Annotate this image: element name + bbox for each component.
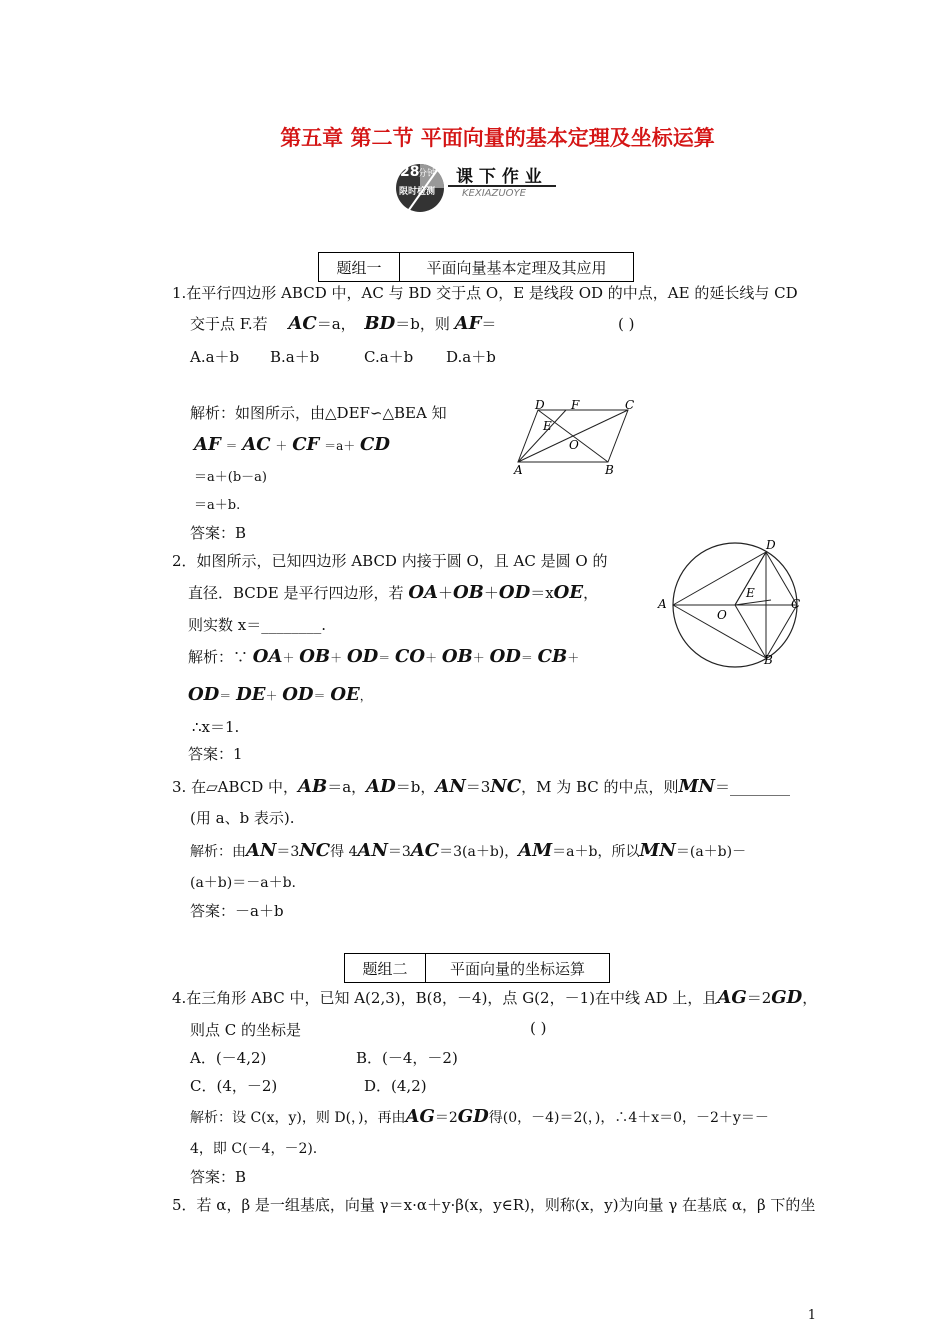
- op: ，: [359, 689, 372, 703]
- vec: OA: [252, 646, 283, 667]
- vec: AN: [435, 776, 466, 797]
- vec: CO: [395, 646, 426, 667]
- group2-label: 题组二: [345, 954, 426, 982]
- q3-text: ＝a＋b，所以: [552, 844, 640, 860]
- q5-line1: 5．若 α，β 是一组基底，向量 γ＝x·α＋y·β(x，y∈R)，则称(x，y)为向量 γ 在基底 α，β 下的坐: [172, 1196, 816, 1214]
- q1-text: ＝: [481, 315, 497, 333]
- vec: AB: [298, 776, 328, 797]
- fig1-label-e: E: [543, 419, 552, 433]
- q2-line1: 2．如图所示，已知四边形 ABCD 内接于圆 O，且 AC 是圆 O 的: [172, 552, 608, 570]
- q1-vec-ac: AC: [288, 313, 317, 334]
- q1-step2: ＝a＋b.: [194, 498, 241, 513]
- vec: AC: [242, 434, 271, 455]
- banner-sub: 限时检测: [399, 187, 436, 197]
- op: ＝: [378, 651, 391, 665]
- q2-text: 解析：∵: [188, 648, 249, 666]
- fig1-label-o: O: [569, 438, 579, 452]
- op: ＋: [275, 439, 288, 453]
- banner: [396, 158, 566, 218]
- op: ＋: [425, 651, 438, 665]
- fig1-label-b: B: [605, 463, 614, 477]
- q2-line3: 则实数 x＝________.: [188, 616, 326, 634]
- q1-vec-af: AF: [454, 313, 482, 334]
- op: ＝x: [530, 584, 554, 602]
- fig2-label-d: D: [766, 538, 776, 552]
- q4-text: ，: [802, 989, 818, 1007]
- q3-text: ＝________: [714, 778, 790, 796]
- q1-text: 交于点 F.若: [190, 315, 268, 333]
- q1-option-d: D.a＋b: [446, 348, 496, 366]
- q4-line2: 则点 C 的坐标是: [190, 1021, 302, 1039]
- vec: OD: [282, 684, 314, 705]
- q4-line1: [172, 987, 817, 1008]
- q2-analysis-1: [188, 646, 579, 667]
- vec: OB: [452, 582, 484, 603]
- fig1-label-a: A: [514, 463, 523, 477]
- q1-analysis: 解析：如图所示，由△DEF∽△BEA 知: [190, 404, 447, 422]
- q3-text: 3. 在▱ABCD 中，: [172, 778, 299, 796]
- q3-line1: [172, 776, 790, 797]
- vec: OB: [299, 646, 331, 667]
- vec: CD: [360, 434, 390, 455]
- q4-option-c: C．(4，－2): [190, 1077, 278, 1095]
- group2-box: [344, 953, 610, 983]
- vec: AD: [366, 776, 396, 797]
- q2-analysis-2: [188, 684, 372, 705]
- fig1-label-c: C: [625, 400, 635, 412]
- banner-ke: 课 下 作 业: [456, 167, 542, 187]
- q1-line2: [190, 313, 496, 334]
- q3-analysis-2: (a＋b)＝－a＋b.: [190, 875, 296, 891]
- q4-text: 4.在三角形 ABC 中，已知 A(2,3)，B(8，－4)，点 G(2，－1)在中线 AD 上，且: [172, 989, 718, 1007]
- vec: GD: [457, 1106, 489, 1127]
- vec: CB: [537, 646, 568, 667]
- q4-paren: ( ): [530, 1019, 547, 1037]
- q3-text: ，M 为 BC 的中点，则: [521, 778, 679, 796]
- vec: AC: [410, 840, 440, 861]
- q1-option-a: A.a＋b: [190, 348, 240, 366]
- q3-text: ＝3(a＋b)，: [439, 844, 519, 860]
- op: ＋: [437, 584, 453, 602]
- vec: OD: [498, 582, 531, 603]
- vec: AG: [717, 987, 747, 1008]
- q2-line2: [188, 582, 598, 603]
- q2-so: ∴x＝1.: [192, 718, 240, 736]
- page-title: 第五章 第二节 平面向量的基本定理及坐标运算: [280, 126, 715, 150]
- q4-option-d: D．(4,2): [364, 1077, 427, 1095]
- vec: CF: [292, 434, 320, 455]
- fig2-label-o: O: [717, 608, 727, 622]
- q4-option-b: B．(－4，－2): [356, 1049, 458, 1067]
- vec: OA: [408, 582, 438, 603]
- q3-text: ＝(a＋b)－: [675, 844, 747, 860]
- group1-box: [318, 252, 634, 282]
- fig1-label-d: D: [535, 400, 545, 412]
- q3-text: ＝a，: [327, 778, 367, 796]
- q3-text: 解析：由: [190, 844, 246, 860]
- vec: NC: [490, 776, 522, 797]
- fig2-label-e: E: [746, 586, 755, 600]
- vec: AF: [194, 434, 221, 455]
- vec: OB: [441, 646, 473, 667]
- q1-step1: ＝a＋(b－a): [194, 470, 267, 485]
- vec: AN: [357, 840, 388, 861]
- q3-text: ＝3: [387, 844, 411, 860]
- fig2-label-b: B: [764, 653, 773, 667]
- q3-analysis-1: [190, 840, 746, 861]
- vec: AN: [246, 840, 277, 861]
- op: ＝: [520, 651, 533, 665]
- banner-pinyin: KEXIAZUOYE: [462, 188, 526, 199]
- q1-option-c: C.a＋b: [364, 348, 414, 366]
- q1-option-b: B.a＋b: [270, 348, 320, 366]
- q3-text: ＝3: [465, 778, 491, 796]
- q1-text: ＝b，则: [395, 315, 450, 333]
- q2-answer: 答案：1: [188, 745, 243, 763]
- q1-eq1: [194, 434, 390, 455]
- q1-vec-bd: BD: [364, 313, 396, 334]
- vec: AG: [405, 1106, 435, 1127]
- group1-topic: 平面向量基本定理及其应用: [426, 258, 607, 277]
- op: ＋: [567, 651, 580, 665]
- vec: OD: [489, 646, 521, 667]
- vec: OD: [188, 684, 220, 705]
- vec: DE: [236, 684, 266, 705]
- q4-option-a: A．(－4,2): [190, 1049, 267, 1067]
- fig2-label-c: C: [791, 597, 801, 611]
- page-number: 1: [807, 1308, 816, 1323]
- q4-text: 解析：设 C(x，y)，则 D(，)，再由: [190, 1110, 406, 1126]
- q3-answer: 答案：－a＋b: [190, 902, 284, 920]
- q1-paren: ( ): [618, 315, 635, 333]
- q4-analysis-1: [190, 1106, 769, 1127]
- banner-num: 28: [400, 164, 420, 180]
- q2-text: 直径．BCDE 是平行四边形，若: [188, 584, 404, 602]
- banner-fen: 分钟: [418, 169, 437, 179]
- op: ＋: [472, 651, 485, 665]
- q1-text: ＝a，: [316, 315, 356, 333]
- q1-answer: 答案：B: [190, 524, 247, 542]
- q3-text: 得 4: [330, 844, 358, 860]
- q4-answer: 答案：B: [190, 1168, 247, 1186]
- q4-text: 得(0，－4)＝2(，)，∴4＋x＝0，－2＋y＝－: [488, 1110, 769, 1126]
- vec: OE: [330, 684, 360, 705]
- q4-text: ＝2: [434, 1110, 458, 1126]
- fig2-circle: [650, 538, 820, 673]
- op: ＝: [225, 439, 238, 453]
- vec: MN: [639, 840, 676, 861]
- op: ＝a＋: [324, 439, 356, 453]
- q1-line1: 1.在平行四边形 ABCD 中，AC 与 BD 交于点 O，E 是线段 OD 的中点，AE 的延长线与 CD: [172, 284, 798, 302]
- vec: NC: [299, 840, 331, 861]
- op: ＋: [483, 584, 499, 602]
- q3-line2: (用 a、b 表示).: [190, 809, 295, 827]
- group1-label: 题组一: [319, 253, 400, 281]
- group2-topic: 平面向量的坐标运算: [449, 959, 585, 978]
- vec: GD: [771, 987, 803, 1008]
- vec: AM: [518, 840, 553, 861]
- op: ＋: [330, 651, 343, 665]
- op: ＝: [313, 689, 326, 703]
- vec: MN: [678, 776, 715, 797]
- op: ，: [583, 584, 599, 602]
- fig1-parallelogram: [508, 400, 638, 480]
- vec: OD: [346, 646, 379, 667]
- op: ＝: [219, 689, 232, 703]
- op: ＋: [265, 689, 278, 703]
- fig1-label-f: F: [571, 400, 580, 412]
- op: ＋: [282, 651, 295, 665]
- q4-text: ＝2: [746, 989, 772, 1007]
- fig2-label-a: A: [658, 597, 667, 611]
- q3-text: ＝3: [276, 844, 300, 860]
- q4-analysis-2: 4，即 C(－4，－2).: [190, 1141, 318, 1157]
- q3-text: ＝b，: [395, 778, 436, 796]
- vec: OE: [553, 582, 584, 603]
